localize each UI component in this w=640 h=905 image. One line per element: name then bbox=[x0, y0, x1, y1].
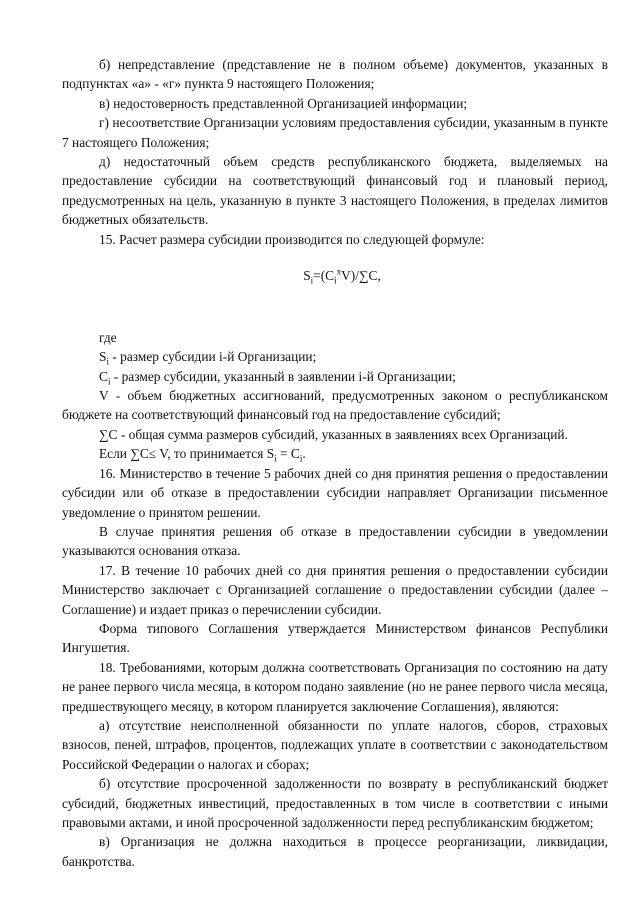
clause-v: в) недостоверность представленной Организацией информации; bbox=[99, 95, 468, 111]
si-sub: i bbox=[106, 356, 109, 367]
subsidy-formula bbox=[62, 266, 608, 285]
formula-c-sub: i bbox=[334, 275, 337, 286]
clause-17: 17. В течение 10 рабочих дней со дня принятия решения о предоставлении субсидии Министерство заключает с Организацией соглашение о предоставлении субсидии (далее – Соглашение) и издает приказ о перечислении субсидии. bbox=[62, 562, 608, 617]
clause-b: б) непредставление (представление не в полном объеме) документов, указанных в подпунктах «а» - «г» пункта 9 настоящего Положения; bbox=[62, 57, 608, 92]
clause-16: 16. Министерство в течение 5 рабочих дней со дня принятия решения о предоставлении субсидии или об отказе в предоставлении субсидии направляет Организации письменное уведомление о принятом решении. bbox=[62, 465, 608, 520]
formula-tail: V)/∑C, bbox=[341, 268, 381, 284]
ci-symbol: C bbox=[99, 368, 108, 384]
if-sub2: i bbox=[299, 453, 303, 464]
def-si bbox=[62, 347, 608, 366]
requirement-v: в) Организация не должна находиться в процессе реорганизации, ликвидации, банкротства. bbox=[62, 834, 608, 869]
def-sum: ∑C - общая сумма размеров субсидий, указанных в заявлениях всех Организаций. bbox=[99, 426, 568, 442]
document-page bbox=[62, 55, 608, 871]
formula-s: S bbox=[303, 268, 311, 284]
si-symbol: S bbox=[99, 349, 107, 365]
si-text: - размер субсидии i-й Организации; bbox=[108, 349, 317, 365]
where-label: где bbox=[99, 329, 117, 345]
if-pre: Если ∑C≤ V, то принимается S bbox=[99, 446, 275, 462]
if-mid: = C bbox=[276, 446, 300, 462]
formula-mid: =(C bbox=[313, 268, 335, 284]
if-condition bbox=[62, 444, 608, 463]
refusal-note: В случае принятия решения об отказе в предоставлении субсидии в уведомлении указываются основания отказа. bbox=[62, 523, 608, 559]
formula-s-sub: i bbox=[310, 275, 314, 286]
clause-g: г) несоответствие Организации условиям предоставления субсидии, указанным в пункте 7 настоящего Положения; bbox=[62, 115, 608, 150]
if-end: . bbox=[302, 446, 306, 462]
ci-sub: i bbox=[107, 376, 111, 387]
requirement-a: а) отсутствие неисполненной обязанности по уплате налогов, сборов, страховых взносов, пеней, штрафов, процентов, подлежащих уплате в соответствии с законодательством Российской Федерации о налогах и сборах; bbox=[62, 717, 608, 772]
agreement-form: Форма типового Соглашения утверждается Министерством финансов Республики Ингушетия. bbox=[62, 620, 608, 656]
requirement-b: б) отсутствие просроченной задолженности по возврату в республиканский бюджет субсидий, бюджетных инвестиций, предоставленных в том числе в соответствии с иными правовыми актами, и иной просроченной задолженности перед республиканским бюджетом; bbox=[62, 776, 608, 831]
clause-d: д) недостаточный объем средств республиканского бюджета, выделяемых на предоставление субсидии на соответствующий финансовый год и плановый период, предусмотренных на цель, указанную в пункте 3 настоящего Положения, в пределах лимитов бюджетных обязательств. bbox=[62, 154, 608, 228]
def-ci bbox=[62, 367, 608, 386]
formula-c-sup: x bbox=[336, 266, 342, 277]
ci-text: - размер субсидии, указанный в заявлении i-й Организации; bbox=[110, 368, 456, 384]
clause-15: 15. Расчет размера субсидии производится по следующей формуле: bbox=[99, 231, 485, 247]
if-sub1: i bbox=[274, 453, 277, 464]
clause-18: 18. Требованиями, которым должна соответствовать Организация по состоянию на дату не ранее первого числа месяца, в котором подано заявление (но не ранее первого числа месяца, предшествующего месяцу, в котором планируется заключение Соглашения), являются: bbox=[62, 659, 608, 714]
def-v: V - объем бюджетных ассигнований, предусмотренных законом о республиканском бюджете на соответствующий финансовый год на предоставление субсидий; bbox=[62, 388, 608, 423]
